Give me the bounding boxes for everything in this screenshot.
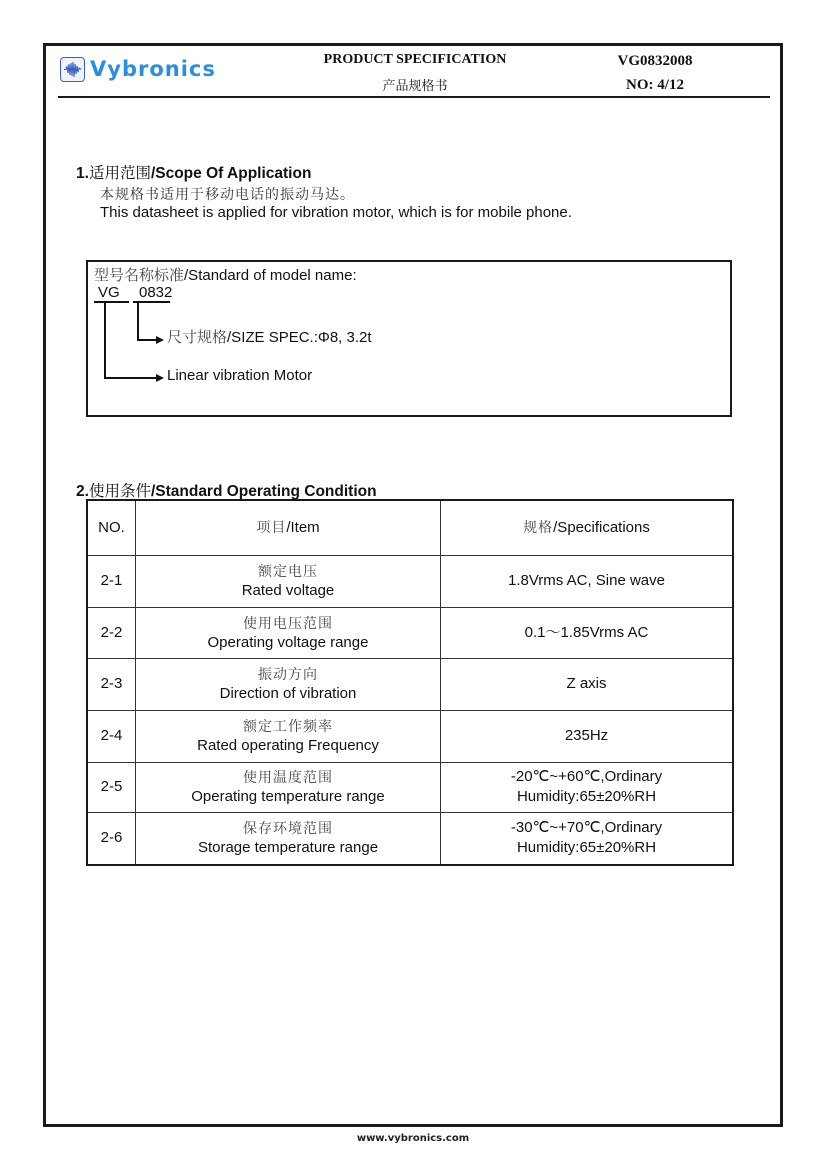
row-spec <box>441 607 734 658</box>
row-item-cn: 保存环境范围 <box>243 820 333 837</box>
row-item-en: Rated operating Frequency <box>197 737 379 754</box>
row-item-en: Operating temperature range <box>191 788 385 805</box>
doc-code: VG0832008 <box>617 53 693 69</box>
row-no: 2-4 <box>87 710 136 762</box>
header-spec-cn: 规格 <box>523 519 554 536</box>
row-item-cn: 振动方向 <box>258 666 318 682</box>
row-spec-line1: 0.1～1.85Vrms AC <box>524 623 649 641</box>
section1-desc-en: This datasheet is applied for vibration motor, which is for mobile phone. <box>100 204 572 221</box>
type-connector-horizontal <box>104 377 157 379</box>
row-item <box>136 607 441 658</box>
row-item <box>136 762 441 812</box>
section1-title-en: /Scope Of Application <box>150 165 312 182</box>
logo-wordmark: Vybronics <box>90 57 216 81</box>
row-spec <box>441 658 734 710</box>
row-no: 2-5 <box>87 762 136 812</box>
row-spec <box>441 710 734 762</box>
header-item-en: /Item <box>286 519 320 537</box>
row-no: 2-3 <box>87 658 136 710</box>
row-item-en: Direction of vibration <box>219 685 357 702</box>
row-item-en: Operating voltage range <box>207 633 369 651</box>
row-item <box>136 555 441 607</box>
table-row <box>87 812 733 865</box>
model-name-label <box>94 264 357 285</box>
type-arrow-icon <box>156 374 164 382</box>
row-item-cn: 额定工作频率 <box>243 718 333 734</box>
size-spec-text <box>167 326 372 347</box>
size-connector-vertical <box>137 302 139 340</box>
table-header-row <box>87 500 733 555</box>
size-spec-cn: 尺寸规格 <box>167 329 228 346</box>
waveform-icon <box>60 57 85 82</box>
model-code-size: 0832 <box>139 284 173 301</box>
size-connector-horizontal <box>137 339 157 341</box>
row-item-en: Storage temperature range <box>197 839 379 857</box>
table-row <box>87 710 733 762</box>
header-divider <box>58 96 770 98</box>
type-connector-vertical <box>104 302 106 378</box>
table-row <box>87 555 733 607</box>
section1-desc-cn: 本规格书适用于移动电话的振动马达。 <box>100 186 355 202</box>
section1-title-cn: 适用范围 <box>88 165 151 182</box>
row-item-cn: 使用温度范围 <box>243 769 333 785</box>
section2-number: 2. <box>76 483 89 500</box>
row-item-cn: 额定电压 <box>258 563 318 579</box>
row-spec <box>441 762 734 812</box>
section2-title-cn: 使用条件 <box>88 483 151 500</box>
model-code-vg: VG <box>98 284 120 301</box>
size-spec-en: /SIZE SPEC.:Φ8, 3.2t <box>227 329 372 346</box>
row-spec-line1: Z axis <box>566 675 607 692</box>
row-spec-line2: Humidity:65±20%RH <box>516 788 657 805</box>
vg-underline <box>94 301 129 303</box>
model-label-en: /Standard of model name: <box>184 267 357 284</box>
section2-heading <box>76 479 377 501</box>
row-item <box>136 710 441 762</box>
doc-title-en: PRODUCT SPECIFICATION <box>323 52 507 67</box>
row-spec-line1: 235Hz <box>564 727 609 744</box>
size-arrow-icon <box>156 336 164 344</box>
row-item-cn: 使用电压范围 <box>243 614 333 631</box>
operating-condition-table <box>86 499 734 866</box>
row-item <box>136 812 441 865</box>
row-spec-line2: Humidity:65±20%RH <box>516 839 657 857</box>
section2-title-en: /Standard Operating Condition <box>150 483 377 500</box>
company-logo <box>60 57 216 82</box>
table-row <box>87 658 733 710</box>
row-spec-line1: 1.8Vrms AC, Sine wave <box>507 572 665 589</box>
row-item-en: Rated voltage <box>241 582 335 599</box>
row-item <box>136 658 441 710</box>
row-no: 2-6 <box>87 812 136 865</box>
header-spec-en: /Specifications <box>553 519 650 537</box>
model-label-cn: 型号名称标准 <box>94 267 185 284</box>
row-no: 2-2 <box>87 607 136 658</box>
page-number: NO: 4/12 <box>626 77 684 93</box>
section1-number: 1. <box>76 165 89 182</box>
header-item-cn: 项目 <box>256 519 287 536</box>
row-no: 2-1 <box>87 555 136 607</box>
table-row <box>87 762 733 812</box>
row-spec-line1: -30℃~+70℃,Ordinary <box>510 819 663 837</box>
footer-website: www.vybronics.com <box>356 1133 470 1144</box>
row-spec <box>441 555 734 607</box>
doc-title-cn: 产品规格书 <box>382 78 448 93</box>
row-spec-line1: -20℃~+60℃,Ordinary <box>510 768 663 785</box>
table-row <box>87 607 733 658</box>
header-spec <box>441 500 734 555</box>
row-spec <box>441 812 734 865</box>
motor-type-text: Linear vibration Motor <box>167 367 313 384</box>
size-underline <box>133 301 170 303</box>
header-item <box>136 500 441 555</box>
header-no: NO. <box>87 500 136 555</box>
section1-heading <box>76 161 311 183</box>
